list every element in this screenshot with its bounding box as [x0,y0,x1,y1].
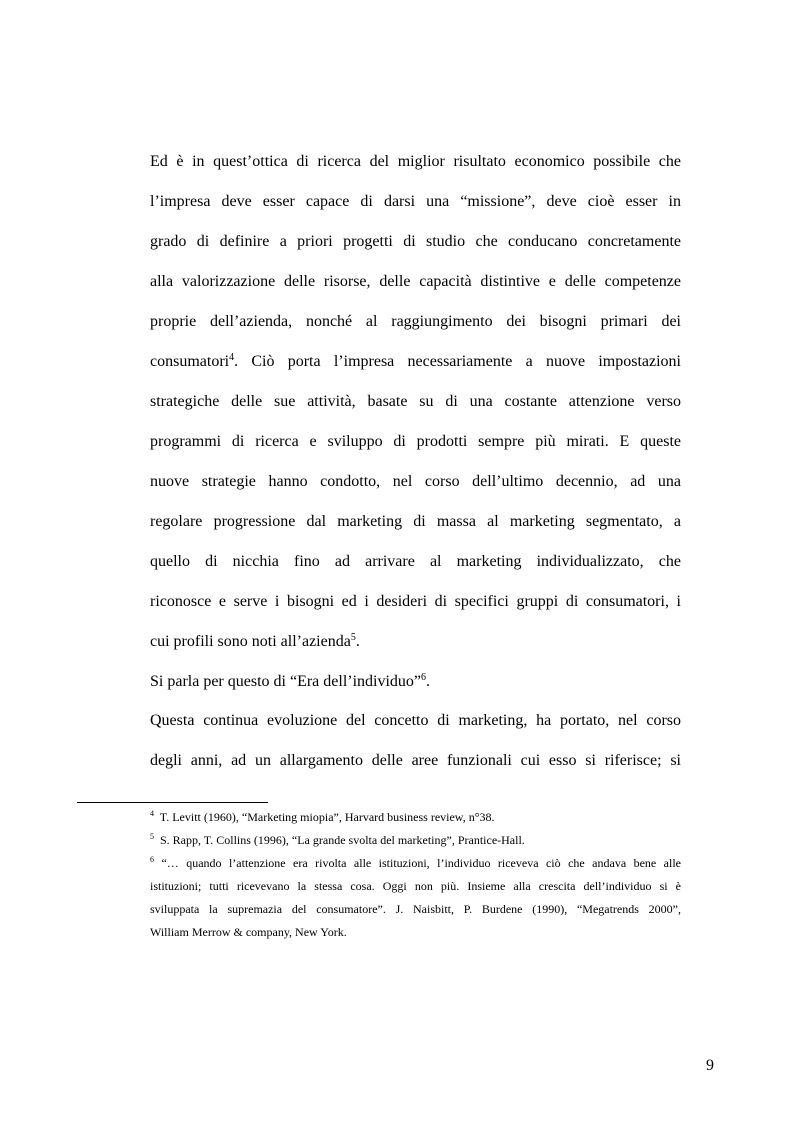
paragraph-line: l’impresa deve esser capace di darsi una “missione”, deve cioè esser in [150,193,681,210]
paragraph-line: programmi di ricerca e sviluppo di prodotti sempre più mirati. E queste [150,433,681,450]
paragraph-line: Ed è in quest’ottica di ricerca del miglior risultato economico possibile che [150,153,681,170]
paragraph-line [150,672,681,692]
line-text: . [426,673,431,690]
paragraph-line: regolare progressione dal marketing di massa al marketing segmentato, a [150,513,681,530]
paragraph-line: Questa continua evoluzione del concetto di marketing, ha portato, nel corso [150,712,681,729]
paragraph-line: degli anni, ad un allargamento delle aree funzionali cui esso si riferisce; si [150,752,681,769]
line-text: . [355,633,360,650]
paragraph-line: proprie dell’azienda, nonché al raggiungimento dei bisogni primari dei [150,313,681,330]
footnote-mark: 4 [150,809,154,818]
footnote-mark: 6 [150,855,154,864]
footnote-4 [150,809,681,825]
footnote-line: sviluppata la supremazia del consumatore”. J. Naisbitt, P. Burdene (1990), “Megatrends 2000”, [150,902,681,916]
line-text: Si parla per questo di “Era dell’individuo” [150,673,422,690]
paragraph-line [150,352,681,372]
paragraph-line: quello di nicchia fino ad arrivare al marketing individualizzato, che [150,553,681,570]
line-text: cui profili sono noti all’azienda [150,633,351,650]
paragraph-line: grado di definire a priori progetti di studio che conducano concretamente [150,233,681,250]
line-text: . Ciò porta l’impresa necessariamente a nuove impostazioni [234,353,681,370]
paragraph-line [150,632,681,652]
footnote-line: istituzioni; tutti ricevevano la stessa cosa. Oggi non più. Insieme alla crescita dell’individuo si è [150,879,681,893]
footnote-separator [77,802,268,803]
footnote-text: “… quando l’attenzione era rivolta alle istituzioni, l’individuo riceveva ciò che andava bene alle [154,856,681,870]
paragraph-line: nuove strategie hanno condotto, nel corso dell’ultimo decennio, ad una [150,473,681,490]
page-number: 9 [706,1057,714,1074]
footnote-ref-5[interactable]: 5 [350,632,356,643]
paragraph-line: riconosce e serve i bisogni ed i desideri di specifici gruppi di consumatori, i [150,593,681,610]
footnote-ref-4[interactable]: 4 [229,352,235,363]
footnote-ref-6[interactable]: 6 [421,672,427,683]
footnote-mark: 5 [150,832,154,841]
line-text: consumatori [150,353,230,370]
footnote-line: William Merrow & company, New York. [150,925,347,939]
footnote-5 [150,832,681,848]
footnote-text: S. Rapp, T. Collins (1996), “La grande svolta del marketing”, Prantice-Hall. [154,833,525,847]
paragraph-line: alla valorizzazione delle risorse, delle capacità distintive e delle competenze [150,273,681,290]
footnote-6 [150,855,681,871]
footnote-text: T. Levitt (1960), “Marketing miopia”, Harvard business review, n°38. [154,810,495,824]
paragraph-line: strategiche delle sue attività, basate su di una costante attenzione verso [150,393,681,410]
